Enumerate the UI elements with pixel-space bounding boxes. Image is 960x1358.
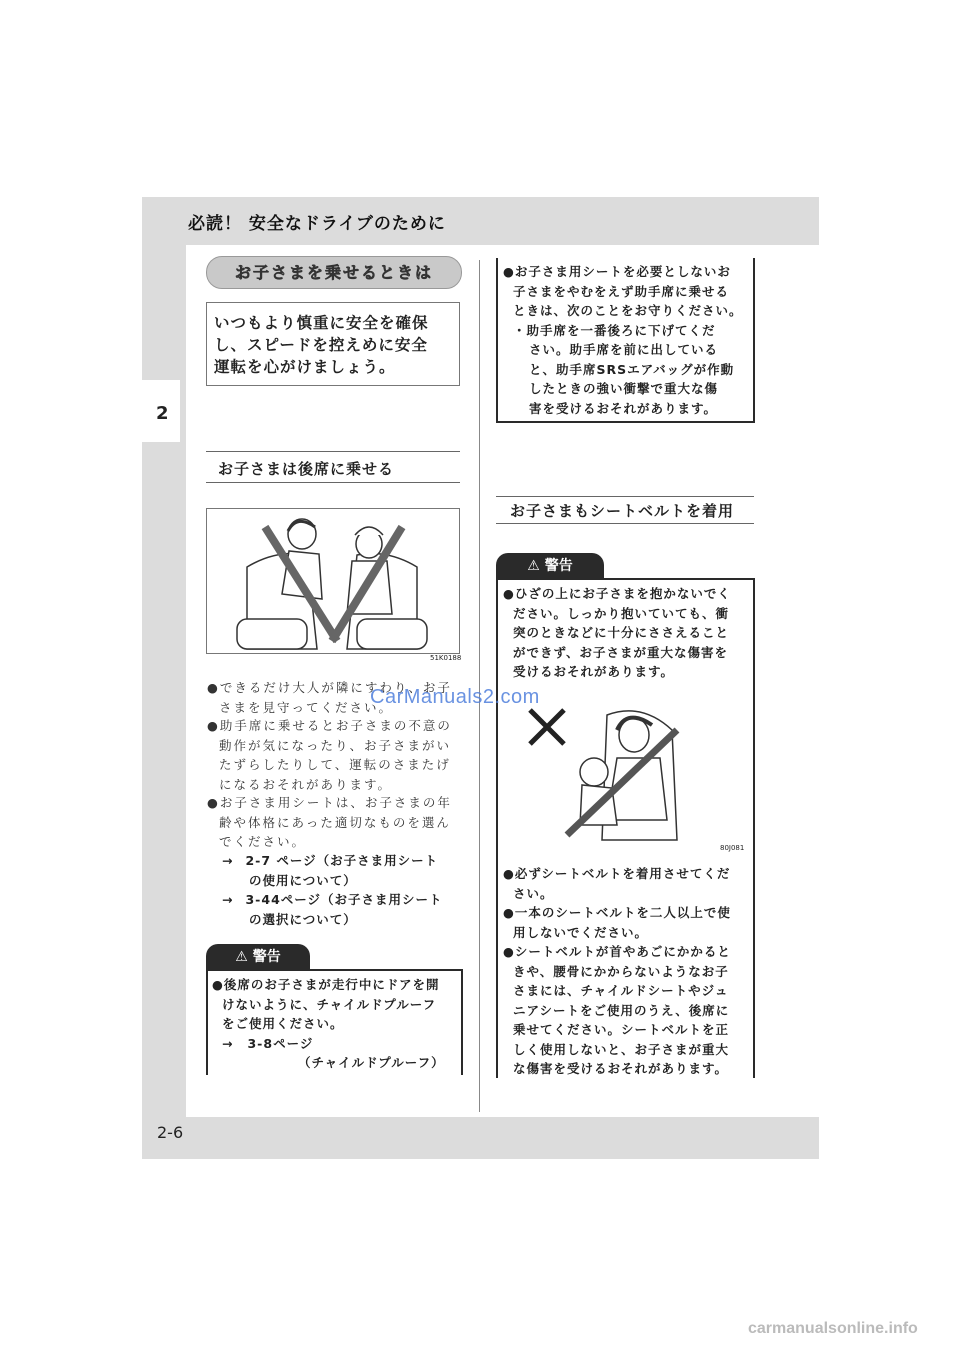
text-line: したときの強い衝撃で重大な傷 [529,381,719,396]
bullet-paragraph [207,793,467,852]
subheading-rule-top [496,496,754,497]
text-line: をご使用ください。 [222,1016,344,1031]
figure-code: 51K0188 [430,654,462,662]
figure-child-on-lap [512,700,752,845]
text-line: ・助手席を一番後ろに下げてくだ [513,322,716,338]
text-line: でください。 [219,834,307,849]
text-line: ●ひざの上にお子さまを抱かないでく [503,586,731,601]
callout-line: 運転を心がけましょう。 [214,358,396,376]
site-watermark: carmanualsonline.info [748,1320,918,1337]
text-line: ●お子さま用シートは、お子さまの年 [207,795,452,810]
text-line: と、助手席SRSエアバッグが作動 [529,361,735,377]
figure-illustration [207,509,459,653]
figure-children-rear-seat [206,508,460,654]
warning-label: 警告 [252,949,281,965]
text-line: 用しないでください。 [513,924,649,940]
text-line: 突のときなどに十分にささえること [513,625,730,640]
text-line: ときは、次のことをお守りください。 [513,303,743,318]
warning-icon: ⚠ [527,558,540,574]
text-line: になるおそれがあります。 [219,776,393,792]
text-line: ●助手席に乗せるとお子さまの不意の [207,718,452,733]
text-line: 子さまをやむをえず助手席に乗せる [513,283,730,299]
warning-text [503,864,753,1079]
text-line: ださい。しっかり抱いていても、衝 [513,605,730,621]
page-reference [222,851,467,890]
text-line: 受けるおそれがあります。 [513,664,675,679]
reference-text: の選択について） [249,911,357,927]
arrow-icon: → [222,1035,234,1051]
text-line: たずらしたりして、運転のさまたげ [219,757,451,772]
warning-tab [496,553,604,579]
reference-text: 2-7 ページ（お子さま用シート [245,853,439,868]
text-line: 乗せてください。シートベルトを正 [513,1022,730,1037]
arrow-icon: → [222,853,234,868]
reference-text: 3-44ページ（お子さま用シート [245,892,443,907]
figure-code: 80J081 [720,844,745,852]
text-line: さい。 [513,885,554,901]
text-line: ●一本のシートベルトを二人以上で使 [503,905,731,920]
warning-label: 警告 [544,558,573,574]
figure-illustration [512,700,752,845]
text-line: 害を受けるおそれがあります。 [529,400,718,416]
subheading-seatbelt: お子さまもシートベルトを着用 [510,502,735,520]
text-line: 動作が気になったり、お子さまがい [219,737,452,753]
text-line: さまを見守ってください。 [219,699,394,715]
text-line: ●お子さま用シートを必要としないお [503,264,731,279]
note-text [503,262,755,418]
text-line: ニアシートをご使用のうえ、後席に [513,1002,730,1018]
text-line: さまには、チャイルドシートやジュ [513,983,729,998]
text-line: ができず、お子さまが重大な傷害を [513,644,729,660]
subheading-rule-bottom [496,523,754,524]
text-line: きや、腰骨にかからないようなお子 [513,963,729,979]
warning-icon: ⚠ [235,949,248,965]
text-line: ●後席のお子さまが走行中にドアを開 [212,977,440,992]
chapter-tab-number: 2 [156,403,169,424]
callout-text [214,312,458,378]
warning-tab [206,944,310,970]
subheading-rule-top [206,451,460,452]
text-line: 齢や体格にあった適切なものを選ん [219,814,451,830]
text-line: な傷害を受けるおそれがあります。 [513,1061,729,1076]
callout-line: し、スピードを控えめに安全 [214,336,428,354]
page-number: 2-6 [157,1123,184,1142]
watermark-link[interactable]: CarManuals2.com [370,686,540,708]
reference-text: （チャイルドプルーフ） [298,1055,445,1070]
subheading-rule-bottom [206,482,460,483]
page-reference [222,890,467,929]
chapter-title: 必読！ 安全なドライブのために [188,214,446,234]
text-line: けないように、チャイルドプルーフ [222,996,437,1012]
text-line: ●できるだけ大人が隣にすわり、お子 [207,680,452,695]
warning-text [503,584,753,682]
bullet-paragraph [207,716,467,794]
text-line: ●必ずシートベルトを着用させてくだ [503,866,731,881]
subheading-rear-seat: お子さまは後席に乗せる [218,460,395,478]
text-line: ●シートベルトが首やあごにかかると [503,944,731,959]
reference-text: 3-8ページ [247,1035,314,1051]
footer-band [142,1117,819,1159]
text-line: しく使用しないと、お子さまが重大 [513,1041,730,1057]
section-title: お子さまを乗せるときは [206,256,462,289]
callout-line: いつもより慎重に安全を確保 [214,314,429,332]
warning-text [212,975,464,1073]
text-line: さい。助手席を前に出している [529,342,719,357]
arrow-icon: → [222,892,234,907]
reference-text: の使用について） [249,872,357,888]
